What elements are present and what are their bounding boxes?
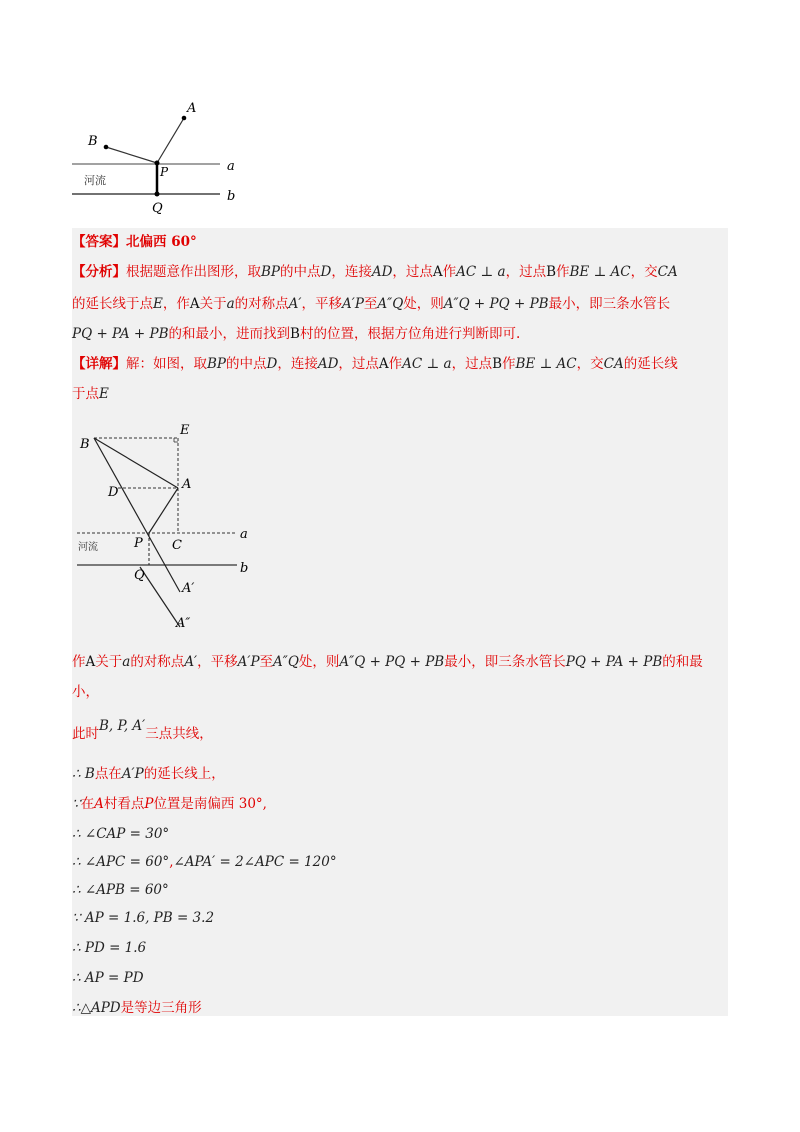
fig1-label-P: P bbox=[160, 165, 169, 179]
fig2-label-P: P bbox=[134, 536, 143, 551]
answer-tag: 【答案】 bbox=[72, 234, 126, 250]
text: 村看点 bbox=[103, 796, 145, 812]
math: E bbox=[99, 386, 109, 402]
text: A bbox=[378, 356, 389, 372]
text: 最小，即三条水管长 bbox=[444, 654, 566, 670]
math: A″Q + PQ + PB bbox=[339, 654, 445, 670]
text: 至 bbox=[259, 654, 274, 670]
math: a bbox=[122, 654, 131, 670]
step-line-6: ∴ ∠CAP = 30° bbox=[72, 826, 170, 842]
text: 作 bbox=[502, 356, 516, 372]
step-line-5 bbox=[72, 794, 732, 814]
math: ∴△APD bbox=[72, 1000, 121, 1016]
step-line-2 bbox=[72, 682, 732, 702]
step-line-11: ∴ AP = PD bbox=[72, 970, 144, 986]
math: a bbox=[226, 296, 235, 312]
math: ∠APA′ = 2∠APC = 120° bbox=[173, 854, 337, 870]
fig2-river-label: 河流 bbox=[78, 542, 98, 553]
step-line-10: ∴ PD = 1.6 bbox=[72, 940, 147, 956]
analysis-tag: 【分析】 bbox=[72, 264, 126, 280]
answer-line bbox=[72, 232, 732, 252]
math: P bbox=[144, 796, 154, 812]
math: ∵ bbox=[72, 796, 81, 812]
figure-river-diagram bbox=[72, 96, 252, 221]
text: A bbox=[85, 654, 96, 670]
math: BP bbox=[207, 356, 227, 372]
fig1-label-A: A bbox=[187, 101, 197, 116]
math: ∴ ∠APC = 60° bbox=[72, 854, 170, 870]
fig2-label-b: b bbox=[240, 561, 249, 576]
fig2-label-Q: Q bbox=[134, 568, 145, 583]
text: 三点共线， bbox=[145, 726, 213, 742]
math: A bbox=[94, 796, 104, 812]
math: A″Q bbox=[273, 654, 299, 670]
text: ，交 bbox=[630, 264, 658, 280]
math: AC ⊥ a bbox=[402, 356, 452, 372]
math: A′P bbox=[121, 766, 144, 782]
math: E bbox=[153, 296, 163, 312]
text: 处，则 bbox=[403, 296, 444, 312]
text: 作 bbox=[442, 264, 457, 280]
text: 小， bbox=[72, 684, 99, 700]
text: ，作 bbox=[162, 296, 190, 312]
fig2-label-A2: A″ bbox=[176, 616, 191, 631]
step-line-9: ∵ AP = 1.6, PB = 3.2 bbox=[72, 910, 215, 926]
step-line-8: ∴ ∠APB = 60° bbox=[72, 882, 169, 898]
step-line-7 bbox=[72, 852, 732, 872]
text: ，过点 bbox=[338, 356, 379, 372]
text: 作 bbox=[388, 356, 403, 372]
text: 点在 bbox=[94, 766, 122, 782]
fig2-label-A1: A′ bbox=[182, 581, 195, 596]
math: BP bbox=[261, 264, 281, 280]
step-line-4 bbox=[72, 764, 732, 784]
text: ，平移 bbox=[197, 654, 238, 670]
text: 关于 bbox=[95, 654, 123, 670]
math: A′ bbox=[184, 654, 198, 670]
fig1-label-b: b bbox=[227, 189, 236, 204]
text: ，过点 bbox=[505, 264, 547, 280]
fig1-label-a: a bbox=[227, 159, 235, 174]
text: 于点 bbox=[72, 386, 99, 402]
text: ，连接 bbox=[277, 356, 318, 372]
math: A″Q bbox=[377, 296, 404, 312]
text: 的中点 bbox=[280, 264, 321, 280]
fig2-label-B: B bbox=[80, 437, 90, 452]
detail-tag: 【详解】 bbox=[72, 356, 126, 372]
text: ，过点 bbox=[451, 356, 493, 372]
fig1-label-B: B bbox=[88, 134, 98, 149]
math: A′P bbox=[237, 654, 260, 670]
fig2-label-A: A bbox=[182, 477, 192, 492]
text: B bbox=[546, 264, 556, 280]
math: AD bbox=[317, 356, 339, 372]
fig1-label-Q: Q bbox=[152, 201, 163, 216]
math: BE ⊥ AC bbox=[569, 264, 631, 280]
detail-line-2 bbox=[72, 384, 732, 404]
text: 村的位置，根据方位角进行判断即可. bbox=[299, 326, 521, 342]
text: 在 bbox=[80, 796, 95, 812]
text: ，连接 bbox=[331, 264, 372, 280]
text: 根据题意作出图形，取 bbox=[126, 264, 261, 280]
text: 的和最小，进而找到 bbox=[168, 326, 291, 342]
text: 最小，即三条水管长 bbox=[548, 296, 671, 312]
analysis-line-3 bbox=[72, 324, 732, 344]
fig2-label-E: E bbox=[180, 423, 190, 438]
text: B bbox=[492, 356, 502, 372]
text: 至 bbox=[363, 296, 378, 312]
math: AD bbox=[371, 264, 393, 280]
text: A bbox=[432, 264, 443, 280]
math: PQ + PA + PB bbox=[72, 326, 169, 342]
analysis-line-1 bbox=[72, 262, 732, 282]
step-line-1 bbox=[72, 652, 732, 672]
math: A′P bbox=[342, 296, 364, 312]
math: BE ⊥ AC bbox=[515, 356, 577, 372]
analysis-line-2 bbox=[72, 294, 732, 314]
answer-text: 北偏西 60° bbox=[126, 234, 197, 250]
text: 关于 bbox=[199, 296, 227, 312]
text: 的对称点 bbox=[130, 654, 185, 670]
text: 是等边三角形 bbox=[120, 1000, 202, 1016]
text: 的对称点 bbox=[234, 296, 289, 312]
math: ∴ B bbox=[72, 766, 95, 782]
math: D bbox=[266, 356, 278, 372]
text: 作 bbox=[72, 654, 86, 670]
text: 的延长线于点 bbox=[72, 296, 153, 312]
fig1-river-label: 河流 bbox=[84, 174, 106, 187]
fig2-label-a: a bbox=[240, 527, 248, 542]
step-line-3 bbox=[72, 718, 732, 744]
figure-solution-diagram bbox=[72, 420, 262, 635]
text: 的和最 bbox=[662, 654, 703, 670]
text: 处，则 bbox=[298, 654, 340, 670]
text: 的延长线 bbox=[623, 356, 678, 372]
text: 的延长线上， bbox=[143, 766, 225, 782]
math: A″Q + PQ + PB bbox=[443, 296, 549, 312]
text: 的中点 bbox=[226, 356, 267, 372]
text: 位置是南偏西 30°, bbox=[153, 796, 267, 812]
text: ，平移 bbox=[301, 296, 342, 312]
text: , bbox=[169, 854, 174, 870]
text: 此时 bbox=[72, 726, 99, 742]
math: B, P, A′ bbox=[99, 718, 146, 734]
math: AC ⊥ a bbox=[456, 264, 506, 280]
math: PQ + PA + PB bbox=[565, 654, 663, 670]
math: D bbox=[320, 264, 332, 280]
text: 解：如图，取 bbox=[126, 356, 207, 372]
fig2-label-C: C bbox=[172, 538, 182, 553]
fig2-label-D: D bbox=[108, 485, 119, 500]
text: ，交 bbox=[576, 356, 604, 372]
text: ，过点 bbox=[392, 264, 433, 280]
detail-line-1 bbox=[72, 354, 732, 374]
text: 作 bbox=[556, 264, 570, 280]
text: B bbox=[290, 326, 300, 342]
text: A bbox=[189, 296, 200, 312]
math: A′ bbox=[288, 296, 302, 312]
math: CA bbox=[657, 264, 678, 280]
step-line-12 bbox=[72, 998, 732, 1018]
math: CA bbox=[603, 356, 624, 372]
